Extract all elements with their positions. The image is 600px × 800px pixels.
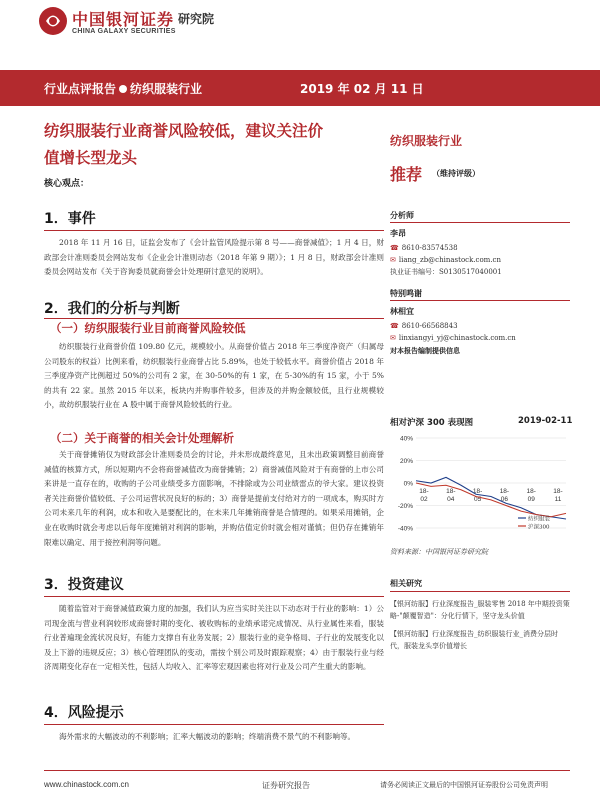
chart-x-tick-label: 05 (473, 496, 482, 503)
chart-legend-label: 沪深300 (528, 524, 550, 531)
contact-divider (390, 300, 570, 301)
section-1-paragraph: 2018 年 11 月 16 日，证监会发布了《会计监管风险提示第 8 号——商誉减值》；1 月 4 日，财政部会计准则委员会网站发布《企业会计准则动态（2018 年第 9 期）》；1 月 8 日，财政部会计准则委员会网站发布《关于咨询委员就商誉会计处理研讨意见的说明》。 (44, 238, 384, 277)
contact-phone-row (390, 320, 458, 332)
contact-phone: 8610-66568843 (401, 322, 458, 330)
banner-left (44, 80, 202, 97)
rating: 推荐 (390, 165, 423, 184)
page-footer (0, 770, 600, 800)
analyst-cert: 执业证书编号：S0130517040001 (390, 268, 502, 276)
chart-x-tick-label: 06 (500, 496, 509, 503)
section-2-divider (44, 318, 384, 319)
section-4-divider (44, 724, 384, 725)
sidebar (390, 118, 570, 149)
page-header (0, 0, 600, 60)
chart-y-tick-label: 20% (399, 458, 413, 465)
chart-x-tick-label: 02 (420, 496, 428, 503)
subsection-2-heading: （二）关于商誉的相关会计处理解析 (50, 431, 234, 445)
chart-x-tick-label: 18- (553, 488, 563, 495)
related-title: 相关研究 (390, 579, 422, 588)
galaxy-logo-icon (38, 6, 68, 36)
report-title-line1: 纺织服装行业商誉风险较低，建议关注价 (44, 122, 324, 140)
analyst-label: 分析师 (390, 211, 414, 220)
industry-label: 纺织服装行业 (130, 82, 203, 96)
related-research (390, 578, 570, 652)
performance-chart (390, 432, 570, 540)
chart-date: 2019-02-11 (518, 416, 573, 426)
report-title-line2: 值增长型龙头 (44, 149, 138, 167)
contact-note: 对本报告编制提供信息 (390, 347, 460, 355)
chart-series-line (416, 477, 566, 519)
chart-y-tick-label: -40% (397, 525, 413, 533)
chart-x-tick-label: 18- (472, 488, 483, 495)
email-icon: ✉ (390, 334, 396, 342)
rating-sub: （维持评级） (432, 168, 480, 178)
analyst-phone-row (390, 242, 458, 254)
chart-x-tick-label: 18- (419, 488, 429, 495)
phone-icon: ☎ (390, 322, 399, 330)
analyst-email-row[interactable] (390, 254, 501, 266)
logo-en-text: CHINA GALAXY SECURITIES (72, 28, 176, 35)
subsection-1-heading: （一）纺织服装行业目前商誉风险较低 (50, 321, 246, 335)
analyst-name: 李昂 (390, 229, 406, 238)
section-2-heading: 2．我们的分析与判断 (44, 301, 180, 317)
related-item-1[interactable]: 【银河纺服】行业深度报告_服装零售 2018 年中期投资策略-"颠覆智造"：分化行情下，坚守龙头价值 (390, 600, 570, 620)
bullet-dot-icon (119, 85, 127, 93)
related-item-2[interactable]: 【银河纺服】行业深度报告_纺织服装行业_消费分层时代，服装龙头享价值增长 (390, 630, 558, 650)
chart-y-tick-label: 40% (399, 435, 413, 443)
subsection-1-paragraph: 纺织服装行业商誉价值 109.80 亿元，规模较小。从商誉价值占 2018 年三季度净资产（归属母公司股东的权益）比例来看，纺织服装行业商誉占比 5.89%，也处于较低水平。商誉价值占 2018 年三季度净资产比例超过 50%的公司有 2 家，在 30-50%的有 1 家，在 5-30%的有 15 家，小于 5%的共有 22 家。虽然 2015 年以来，板块内并购事件较多，但涉及的并购金额较低，且行业规模较小，故纺织服装行业在 A 股中属于商誉风险较低的行业。 (44, 342, 384, 410)
section-4-paragraph: 海外需求的大幅波动的不利影响；汇率大幅波动的影响；终端消费不景气的不利影响等。 (59, 732, 356, 741)
email-icon: ✉ (390, 256, 396, 264)
chart-y-tick-label: -20% (397, 503, 413, 510)
contact-label: 特别鸣谢 (390, 289, 422, 298)
chart-x-tick-label: 18- (499, 488, 510, 495)
sidebar-industry: 纺织服装行业 (390, 134, 463, 148)
logo-cn-text: 中国银河证券 (72, 10, 175, 29)
analyst-email[interactable]: liang_zb@chinastock.com.cn (398, 256, 501, 264)
chart-source: 资料来源：中国银河证券研究院 (390, 548, 488, 556)
contact-name: 林相宜 (390, 307, 414, 316)
section-3-heading: 3．投资建议 (44, 577, 124, 593)
analyst-phone: 8610-83574538 (401, 244, 458, 252)
chart-title: 相对沪深 300 表现图 (390, 418, 474, 428)
analyst-divider (390, 222, 570, 223)
phone-icon: ☎ (390, 244, 399, 252)
chart-series-line (416, 483, 566, 517)
footer-divider (44, 770, 570, 771)
contact-email-row[interactable] (390, 332, 516, 344)
section-3-paragraph: 随着监管对于商誉减值政策力度的加强，我们认为应当实时关注以下动态对于行业的影响：1）公司现金流与营业利润较形成商誉时期的变化、被收购标的业绩承诺完成情况、从行业属性来看，服装行业普遍现金流状况良好，有能力支撑自有业务发展；2）服装行业的竞争格局、子行业的发展变化以及上下游的违规反应；3）核心管理团队的变动，需按个别公司及时跟踪观察；4）由于服装行业与经济周期变化存在一定相关性，包括人均收入、汇率等宏观因素也将对行业及公司产生重大的影响。 (44, 604, 384, 672)
section-1-divider (44, 230, 384, 231)
chart-y-tick-label: 0% (403, 480, 413, 488)
report-date: 2019 年 02 月 11 日 (300, 82, 424, 96)
footer-label: 证券研究报告 (262, 781, 310, 790)
logo-institute: 研究院 (178, 12, 215, 26)
subsection-2-paragraph: 关于商誉摊销仅为财政部会计准则委员会的讨论，并未形成最终意见，且未出政策调整目前商誉减值的核算方式，所以短期内不会将商誉减值改为商誉摊销；2）商誉减值风险对于有商誉的上市公司来讲是一直存在的，收购的子公司业绩受多方面影响，不排除或为公司业绩雷点的爷大家。建议投资者关注商誉价值较低、子公司运营状况良好的标的；3）商誉是提前支付给对方的一项成本，购买时方公司未来几年的利润，成本和收入是要配比的，在未来几年摊销商誉是合情理的。如果采用摊销，企业在收购时就会考虑以后每年度摊销对利润的影响，并购估值定价时就会相对谨慎；但仍存在摊销年限难以确定、用于接控利润等问题。 (44, 450, 384, 547)
contact-email[interactable]: linxiangyi_yj@chinastock.com.cn (398, 334, 516, 342)
related-divider (390, 591, 570, 592)
report-type: 行业点评报告 (44, 82, 117, 96)
report-title-block (44, 118, 384, 189)
chart-legend-label: 纺织服装 (528, 516, 551, 523)
core-label: 核心观点： (44, 179, 90, 189)
section-4-heading: 4．风险提示 (44, 705, 124, 721)
chart-x-tick-label: 09 (527, 496, 535, 503)
chart-x-tick-label: 11 (554, 496, 562, 503)
chart-x-tick-label: 18- (526, 488, 536, 495)
footer-disclaimer: 请务必阅读正文最后的中国银河证券股份公司免责声明 (380, 781, 548, 789)
chart-x-tick-label: 18- (446, 488, 456, 495)
section-1-heading: 1．事件 (44, 211, 96, 227)
chart-x-tick-label: 04 (447, 496, 455, 503)
footer-url[interactable]: www.chinastock.com.cn (44, 780, 129, 789)
section-3-divider (44, 596, 384, 597)
report-banner (0, 70, 600, 106)
